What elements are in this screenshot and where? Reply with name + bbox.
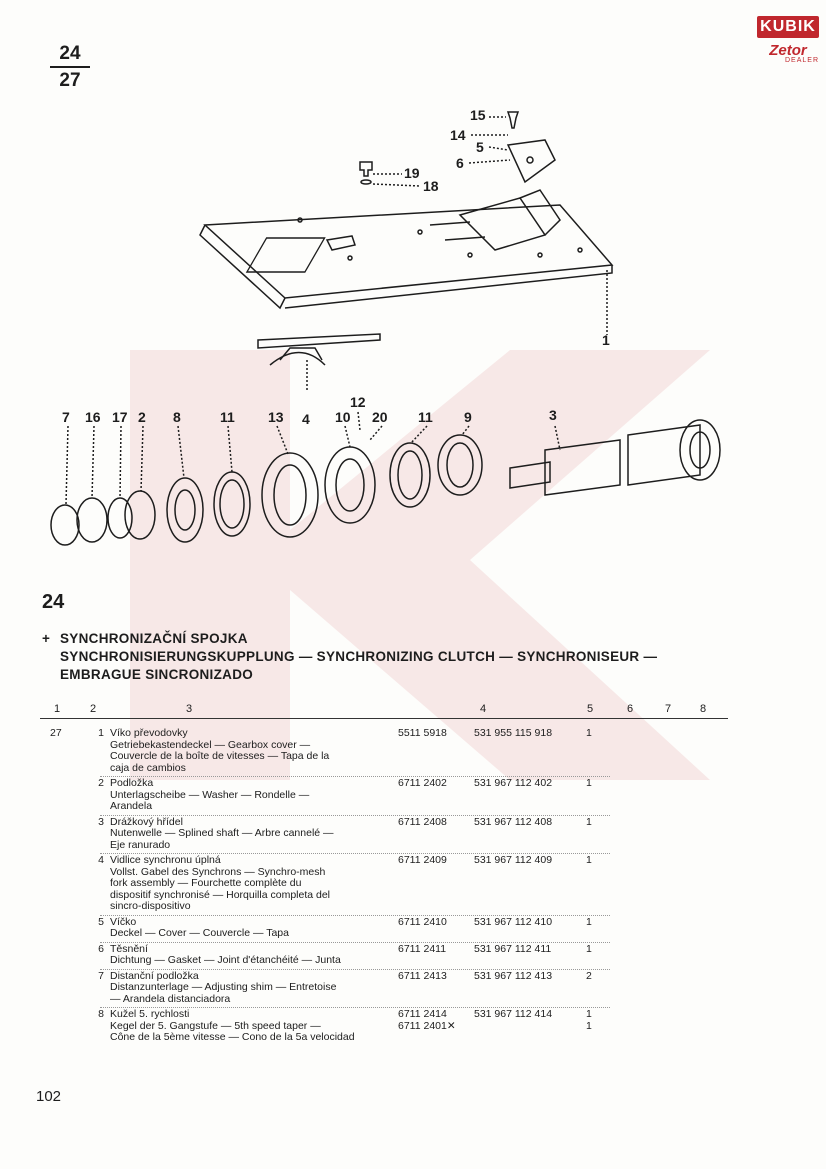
callout-5: 5 [476, 139, 484, 155]
part-description [110, 728, 395, 774]
description-line: Drážkový hřídel [110, 815, 183, 828]
part-number: 531 967 112 414 [474, 1008, 553, 1020]
part-description [110, 971, 395, 1006]
column-header-8: 8 [700, 703, 707, 715]
part-number: 531 955 115 918 [474, 727, 553, 739]
column-header-rule [40, 718, 728, 719]
callout-6: 6 [456, 155, 464, 171]
section-heading [42, 630, 762, 684]
quantity-value: 1 [586, 1008, 592, 1020]
table-row [40, 728, 740, 778]
fraction-top: 24 [59, 43, 81, 64]
position-number: 7 [98, 969, 104, 982]
part-number: 531 967 112 413 [474, 969, 553, 982]
quantity [586, 1009, 592, 1032]
position-number: 1 [98, 727, 104, 739]
heading-line-cz [42, 630, 762, 648]
callout-2: 2 [138, 409, 146, 425]
page-fraction [50, 44, 90, 90]
position-number: 3 [98, 815, 104, 828]
callout-3: 3 [549, 407, 557, 423]
table-row [40, 778, 740, 817]
callout-1: 1 [602, 332, 610, 348]
drawing-code-value: 6711 2410 [398, 915, 447, 928]
quantity-value: 1 [586, 727, 592, 739]
heading-title-multi-1: SYNCHRONISIERUNGSKUPPLUNG — SYNCHRONIZING CLUTCH — SYNCHRONISEUR — [60, 649, 658, 664]
callout-18: 18 [423, 178, 439, 194]
description-line: Arandela [110, 800, 153, 812]
drawing-code-value: 6711 2401✕ [398, 1019, 456, 1032]
drawing-code [398, 944, 446, 956]
callout-14: 14 [450, 127, 466, 143]
description-line: — Arandela distanciadora [110, 992, 231, 1005]
description-line: Podložka [110, 777, 154, 789]
group-number: 27 [50, 727, 62, 739]
quantity [586, 971, 592, 983]
page-number: 102 [36, 1088, 62, 1105]
drawing-code [398, 1009, 456, 1032]
logo-zetor: Zetor [769, 42, 807, 59]
fraction-bottom: 27 [59, 70, 81, 91]
quantity [586, 728, 592, 740]
part-number: 531 967 112 408 [474, 815, 553, 828]
callout-10: 10 [335, 409, 351, 425]
quantity [586, 944, 592, 956]
quantity [586, 917, 592, 929]
column-header-6: 6 [627, 703, 634, 715]
description-line: Kegel der 5. Gangstufe — 5th speed taper — [110, 1019, 321, 1032]
column-header-3: 3 [186, 703, 193, 715]
heading-title-cz: SYNCHRONIZAČNÍ SPOJKA [60, 631, 248, 646]
description-line: Dichtung — Gasket — Joint d'étanchéité — Junta [110, 954, 341, 966]
quantity [586, 778, 592, 790]
description-line: Unterlagscheibe — Washer — Rondelle — [110, 788, 310, 801]
table-row [40, 1009, 740, 1048]
description-line: Nutenwelle — Splined shaft — Arbre cannelé — [110, 827, 334, 839]
position-number: 2 [98, 777, 104, 789]
callout-15: 15 [470, 107, 486, 123]
quantity-value: 1 [586, 777, 592, 789]
exploded-diagram [0, 90, 826, 610]
logo-dealer: DEALER [784, 57, 819, 64]
position-number: 4 [98, 854, 104, 866]
quantity-value: 1 [586, 854, 592, 866]
table-row [40, 817, 740, 856]
part-description [110, 917, 395, 940]
part-number: 531 967 112 402 [474, 777, 553, 789]
description-line: Vollst. Gabel des Synchrons — Synchro-mesh [110, 865, 326, 878]
callout-20: 20 [372, 409, 388, 425]
part-number: 531 967 112 409 [474, 854, 553, 866]
table-row [40, 917, 740, 944]
drawing-code [398, 917, 447, 929]
drawing-code-value: 6711 2408 [398, 815, 447, 828]
quantity-value: 1 [586, 815, 592, 828]
description-line: Těsnění [110, 942, 148, 955]
drawing-code [398, 778, 447, 790]
gearbox-cover-shape [205, 205, 612, 298]
description-line: fork assembly — Fourchette complète du [110, 877, 302, 889]
drawing-code-value: 5511 5918 [398, 727, 447, 739]
description-line: Víčko [110, 915, 137, 928]
callout-11b: 11 [418, 409, 433, 425]
description-line: dispositif synchronisé — Horquilla completa del [110, 888, 331, 901]
part-description [110, 778, 395, 813]
position-number: 5 [98, 915, 104, 928]
dealer-logo [757, 16, 819, 72]
drawing-code-value: 6711 2414 [398, 1008, 447, 1020]
logo-kubik: KUBIK [757, 16, 819, 38]
description-line: Getriebekastendeckel — Gearbox cover — [110, 738, 311, 751]
drawing-code [398, 817, 447, 829]
quantity-value: 1 [586, 915, 592, 928]
callout-16: 16 [85, 409, 101, 425]
description-line: caja de cambios [110, 761, 186, 774]
drawing-code-value: 6711 2411 [398, 942, 447, 955]
drawing-code-value: 6711 2402 [398, 777, 447, 789]
callout-12: 12 [350, 394, 366, 410]
column-header-2: 2 [90, 703, 97, 715]
drawing-code [398, 728, 447, 740]
quantity [586, 817, 592, 829]
description-line: Vidlice synchronu úplná [110, 854, 221, 866]
quantity-value: 1 [586, 1019, 592, 1032]
drawing-code [398, 855, 447, 867]
description-line: Kužel 5. rychlosti [110, 1008, 190, 1020]
description-line: Distanční podložka [110, 969, 199, 982]
quantity-value: 1 [586, 942, 592, 955]
callout-11a: 11 [220, 409, 235, 425]
callout-13: 13 [268, 409, 284, 425]
part-description [110, 817, 395, 852]
description-line: Víko převodovky [110, 727, 188, 739]
part-number: 531 967 112 410 [474, 915, 553, 928]
callout-4: 4 [302, 411, 310, 427]
callout-17: 17 [112, 409, 128, 425]
heading-title-multi-2: EMBRAGUE SINCRONIZADO [60, 667, 254, 682]
section-number: 24 [42, 591, 65, 613]
position-number: 8 [98, 1008, 104, 1020]
quantity [586, 855, 592, 867]
quantity-value: 2 [586, 969, 592, 982]
callout-19: 19 [404, 165, 420, 181]
table-row [40, 855, 740, 917]
parts-list [40, 728, 740, 1048]
fraction-line [50, 66, 90, 68]
column-header-1: 1 [54, 703, 61, 715]
table-row [40, 971, 740, 1010]
part-number: 531 967 112 411 [474, 942, 552, 955]
description-line: Distanzunterlage — Adjusting shim — Entretoise [110, 981, 337, 993]
description-line: Couvercle de la boîte de vitesses — Tapa de la [110, 750, 330, 762]
part-description [110, 944, 395, 967]
drawing-code-value: 6711 2413 [398, 969, 447, 982]
callout-9: 9 [464, 409, 472, 425]
position-number: 6 [98, 942, 104, 955]
description-line: Eje ranurado [110, 838, 171, 851]
column-header-7: 7 [665, 703, 672, 715]
drawing-code [398, 971, 447, 983]
table-row [40, 944, 740, 971]
part-description [110, 855, 395, 913]
revision-marker: + [42, 631, 51, 646]
description-line: Cône de la 5ème vitesse — Cono de la 5a velocidad [110, 1031, 355, 1043]
part-description [110, 1009, 395, 1044]
column-header-5: 5 [587, 703, 594, 715]
description-line: sincro-dispositivo [110, 900, 191, 912]
drawing-code-value: 6711 2409 [398, 854, 447, 866]
callout-8: 8 [173, 409, 181, 425]
description-line: Deckel — Cover — Couvercle — Tapa [110, 927, 289, 939]
column-header-4: 4 [480, 703, 487, 715]
callout-7: 7 [62, 409, 70, 425]
